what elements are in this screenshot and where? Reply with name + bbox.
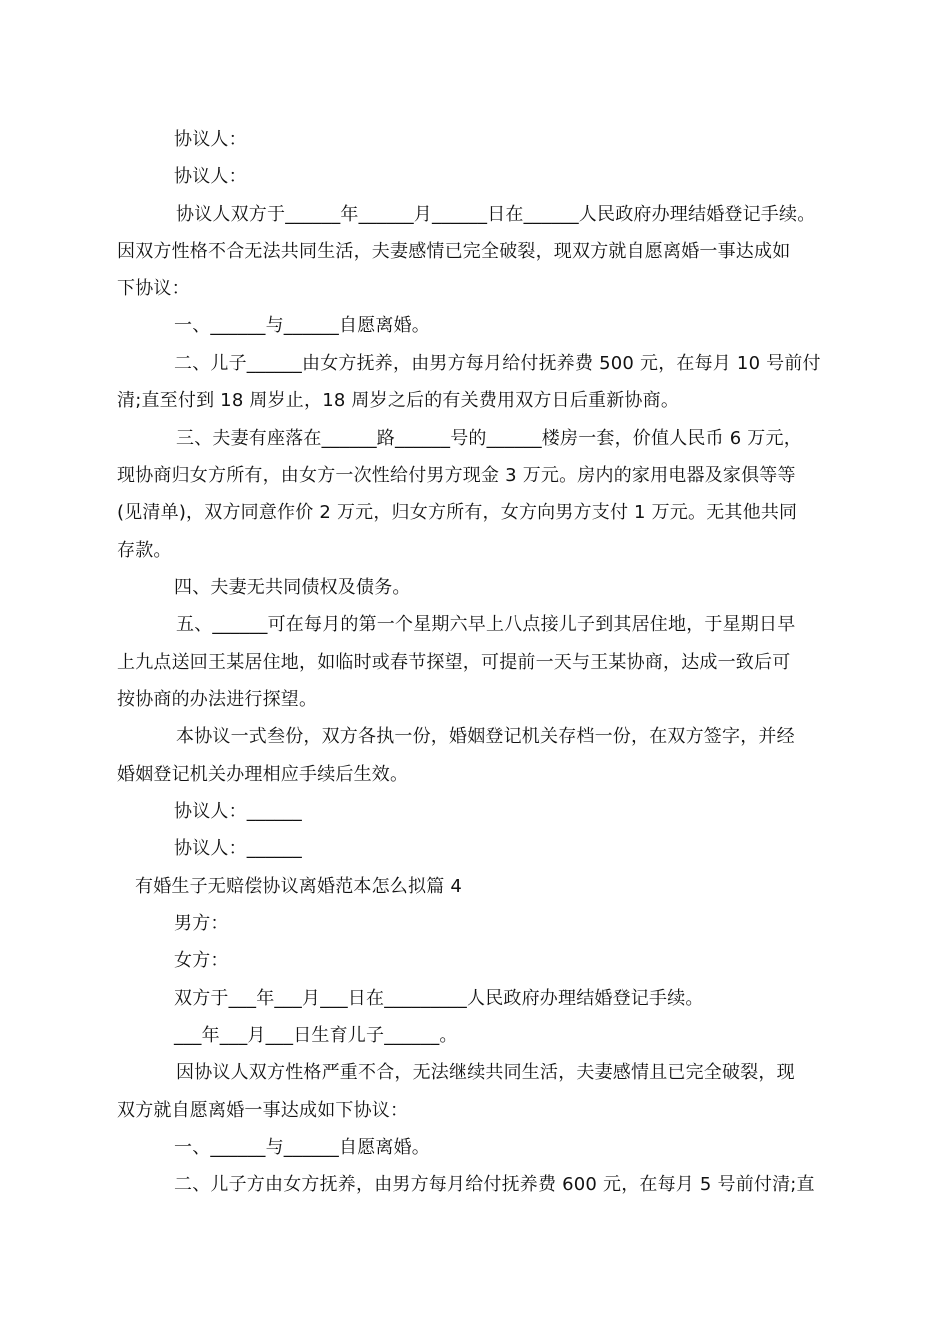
party-male: 男方： [174, 913, 229, 934]
paragraph-line: 双方就自愿离婚一事达成如下协议： [117, 1100, 409, 1121]
clause-1: 一、______与______自愿离婚。 [174, 1137, 430, 1158]
clause-3: 三、夫妻有座落在______路______号的______楼房一套，价值人民币 6 万元， [176, 428, 802, 449]
paragraph-line: 存款。 [117, 540, 172, 561]
clause-1: 一、______与______自愿离婚。 [174, 315, 430, 336]
signatory-line-2: 协议人： [174, 166, 247, 187]
paragraph-line: 现协商归女方所有，由女方一次性给付男方现金 3 万元。房内的家用电器及家俱等等 [117, 465, 796, 486]
child-birth-line: ___年___月___日生育儿子______。 [174, 1025, 458, 1046]
paragraph-line: (见清单)，双方同意作价 2 万元，归女方所有，女方向男方支付 1 万元。无其他共同 [117, 502, 798, 523]
clause-5: 五、______可在每月的第一个星期六早上八点接儿子到其居住地，于星期日早 [176, 614, 796, 635]
paragraph-line: 上九点送回王某居住地，如临时或春节探望，可提前一天与王某协商，达成一致后可 [117, 652, 791, 673]
clause-2: 二、儿子方由女方抚养，由男方每月给付抚养费 600 元，在每月 5 号前付清;直 [174, 1174, 815, 1195]
effect-clause: 本协议一式叁份，双方各执一份，婚姻登记机关存档一份，在双方签字，并经 [176, 726, 795, 747]
signature-line-1: 协议人：______ [174, 801, 302, 822]
party-female: 女方： [174, 950, 229, 971]
clause-4: 四、夫妻无共同债权及债务。 [174, 577, 411, 598]
paragraph-line: 按协商的办法进行探望。 [117, 689, 318, 710]
paragraph-line: 因协议人双方性格严重不合，无法继续共同生活，夫妻感情且已完全破裂，现 [176, 1062, 795, 1083]
signatory-line-1: 协议人： [174, 129, 247, 150]
marriage-registration-line: 双方于___年___月___日在_________人民政府办理结婚登记手续。 [174, 988, 704, 1009]
section-heading: 有婚生子无赔偿协议离婚范本怎么拟篇 4 [135, 876, 462, 897]
paragraph-line: 清;直至付到 18 周岁止，18 周岁之后的有关费用双方日后重新协商。 [117, 390, 680, 411]
paragraph-line: 下协议： [117, 278, 190, 299]
paragraph-line: 婚姻登记机关办理相应手续后生效。 [117, 764, 409, 785]
paragraph-line: 因双方性格不合无法共同生活，夫妻感情已完全破裂，现双方就自愿离婚一事达成如 [117, 241, 791, 262]
signature-line-2: 协议人：______ [174, 838, 302, 859]
clause-2: 二、儿子______由女方抚养，由男方每月给付抚养费 500 元，在每月 10 号前付 [174, 353, 821, 374]
paragraph-line: 协议人双方于______年______月______日在______人民政府办理结婚登记手续。 [176, 204, 816, 225]
